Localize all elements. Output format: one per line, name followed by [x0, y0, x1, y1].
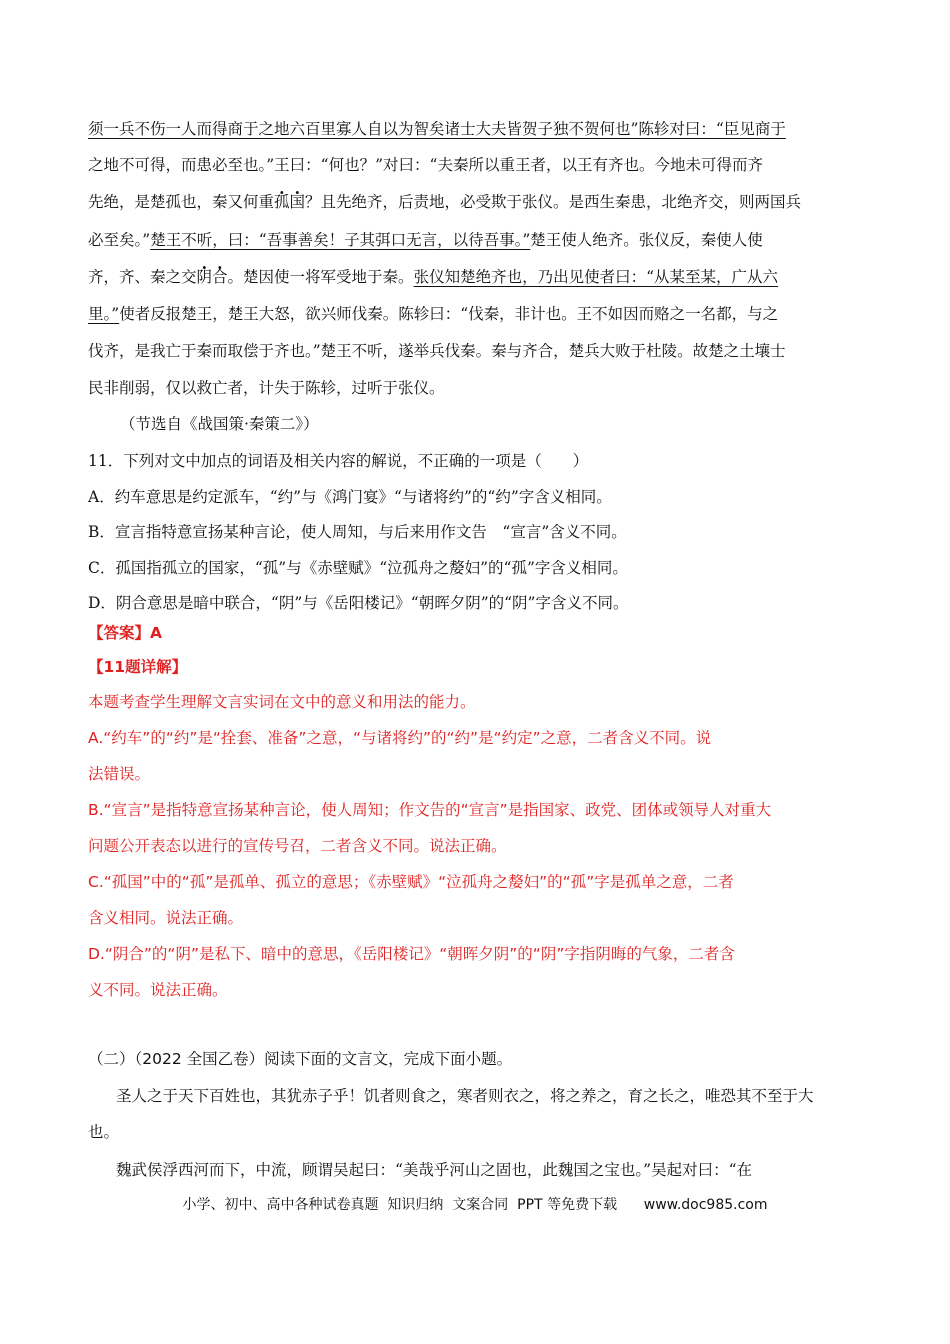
option-a: A．约车意思是约定派车，“约”与《鸿门宴》“与诸将约”的“约”字含义相同。 [88, 488, 612, 506]
section-heading: （二）（2022 全国乙卷）阅读下面的文言文，完成下面小题。 [88, 1050, 513, 1068]
underlined-sentence: 须一兵不伤一人而得商于之地六百里寡人自以为智矣诸士大夫皆贺子独不贺何也”陈轸对曰：“臣见商于 [88, 120, 786, 138]
underlined-sentence: 里。” [88, 305, 120, 323]
underlined-sentence: 张仪知楚绝齐也，乃出见使者曰：“从某至某，广从六 [413, 268, 778, 286]
passage-line: 里。”使者反报楚王，楚王大怒，欲兴师伐秦。陈轸曰：“伐秦，非计也。王不如因而赂之一名都，与之 [88, 305, 779, 323]
passage-line: 民非削弱，仅以救亡者，计失于陈轸，过听于张仪。 [88, 379, 445, 397]
explanation-b: B.“宣言”是指特意宣扬某种言论，使人周知；作文告的“宣言”是指国家、政党、团体或领导人对重大 [88, 801, 772, 819]
passage-line: 齐，齐、秦之交阴合。楚因使一将军受地于秦。张仪知楚绝齐也，乃出见使者曰：“从某至某，广从六 [88, 268, 778, 286]
question-stem: 11．下列对文中加点的词语及相关内容的解说，不正确的一项是（ ） [88, 452, 589, 470]
section-paragraph: 也。 [88, 1123, 120, 1141]
explanation-d: 义不同。说法正确。 [88, 981, 228, 999]
section-paragraph: 魏武侯浮西河而下，中流，顾谓吴起曰：“美哉乎河山之固也，此魏国之宝也。”吴起对曰：“在 [116, 1161, 753, 1179]
dotted-char: 国 [289, 193, 306, 211]
dotted-char: 孤 [274, 193, 290, 211]
explanation-a: A.“约车”的“约”是“拴套、准备”之意，“与诸将约”的“约”是“约定”之意，二者含义不同。说 [88, 729, 712, 747]
passage-line: 先绝，是楚孤也，秦又何重孤国？且先绝齐，后责地，必受欺于张仪。是西生秦患，北绝齐交，则两国兵 [88, 193, 802, 211]
explanation-a: 法错误。 [88, 765, 151, 783]
dotted-char: 合 [212, 268, 228, 286]
detail-label: 【11题详解】 [88, 658, 188, 676]
passage-line: 之地不可得，而患必至也。”王曰：“何也？”对曰：“夫秦所以重王者，以王有齐也。今地未可得而齐 [88, 156, 763, 174]
explanation-c: 含义相同。说法正确。 [88, 909, 244, 927]
option-d: D．阴合意思是暗中联合，“阴”与《岳阳楼记》“朝晖夕阴”的“阴”字含义不同。 [88, 594, 629, 612]
passage-line [88, 119, 786, 139]
explanation-intro: 本题考查学生理解文言实词在文中的意义和用法的能力。 [88, 693, 476, 711]
footer-text: 小学、初中、高中各种试卷真题 知识归纳 文案合同 PPT 等免费下载 www.doc985.com [182, 1197, 768, 1213]
explanation-d: D.“阴合”的“阴”是私下、暗中的意思，《岳阳楼记》“朝晖夕阴”的“阴”字指阴晦的气象，二者含 [88, 945, 735, 963]
dotted-char: 阴 [196, 268, 213, 286]
passage-line: 必至矣。”楚王不听，曰：“吾事善矣！子其弭口无言，以待吾事。”楚王使人绝齐。张仪反，秦使人使 [88, 231, 763, 249]
explanation-c: C.“孤国”中的“孤”是孤单、孤立的意思；《赤壁赋》“泣孤舟之嫠妇”的“孤”字是孤单之意，二者 [88, 873, 734, 891]
section-paragraph: 圣人之于天下百姓也，其犹赤子乎！饥者则食之，寒者则衣之，将之养之，育之长之，唯恐其不至于大 [116, 1087, 814, 1105]
explanation-b: 问题公开表态以进行的宣传号召，二者含义不同。说法正确。 [88, 837, 507, 855]
underlined-sentence: 楚王不听，曰：“吾事善矣！子其弭口无言，以待吾事。” [150, 231, 531, 249]
option-c: C．孤国指孤立的国家，“孤”与《赤壁赋》“泣孤舟之嫠妇”的“孤”字含义相同。 [88, 559, 628, 577]
option-b: B．宣言指特意宣扬某种言论，使人周知，与后来用作文告 “宣言”含义不同。 [88, 523, 627, 541]
passage-source: （节选自《战国策·秦策二》） [120, 415, 319, 433]
answer-label: 【答案】A [88, 624, 162, 642]
passage-line: 伐齐，是我亡于秦而取偿于齐也。”楚王不听，遂举兵伐秦。秦与齐合，楚兵大败于杜陵。故楚之土壤士 [88, 342, 786, 360]
